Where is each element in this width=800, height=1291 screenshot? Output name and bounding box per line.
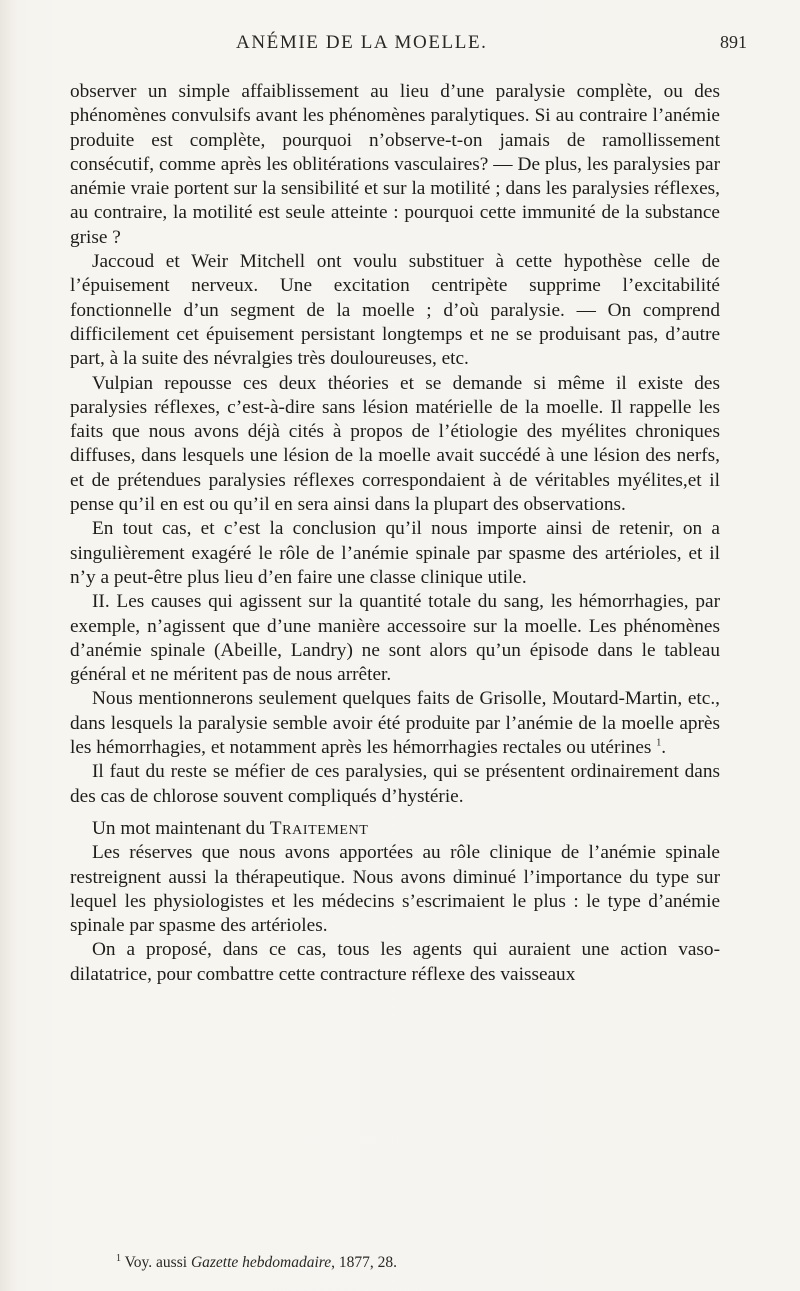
running-head: ANÉMIE DE LA MOELLE. bbox=[236, 32, 488, 53]
page-header bbox=[0, 32, 800, 60]
paragraph-causes: II. Les causes qui agissent sur la quantité totale du sang, les hémorrhagies, par exemple, n’agissent que d’une manière accessoire sur la moelle. Les phénomènes d’anémie spinale (Abeille, Landry) ne sont alors qu’un épisode dans le tableau général et ne méritent pas de nous arrêter. bbox=[70, 591, 720, 686]
paragraph-jaccoud: Jaccoud et Weir Mitchell ont voulu substituer à cette hypothèse celle de l’épuisement nerveux. Une excitation centripète supprime l’excitabilité fonctionnelle d’un segment de la moelle ; d’où paralysie. — On comprend difficilement cet épuisement persistant longtemps et ne se produisant pas, d’autre part, à la suite des névralgies très douloureuses, etc. bbox=[70, 251, 720, 370]
paragraph-chlorose: Il faut du reste se méfier de ces paralysies, qui se présentent ordinairement dans des cas de chlorose souvent compliqués d’hystérie. bbox=[70, 761, 720, 807]
paragraph-grisolle-text: Nous mentionnerons seulement quelques faits de Grisolle, Moutard-Martin, etc., dans lesquels la paralysie semble avoir été produite par l’anémie de la moelle après les hémorrhagies, et notamment après les hémorrhagies rectales ou utérines bbox=[70, 688, 720, 759]
paragraph-conclusion: En tout cas, et c’est la conclusion qu’il nous importe ainsi de retenir, on a singulièrement exagéré le rôle de l’anémie spinale par spasme des artérioles, et il n’y a peut-être plus lieu d’en faire une classe clinique utile. bbox=[70, 518, 720, 588]
paragraph-reserves: Les réserves que nous avons apportées au rôle clinique de l’anémie spinale restreignent aussi la thérapeutique. Nous avons diminué l’importance du type sur lequel les physiologistes et les médecins s’escrimaient le plus : le type d’anémie spinale par spasme des artérioles. bbox=[70, 842, 720, 937]
footnote-reference: 1 bbox=[656, 737, 662, 749]
treatment-title: Traitement bbox=[269, 817, 369, 839]
page-number: 891 bbox=[720, 32, 747, 52]
body-text bbox=[70, 80, 720, 987]
footnote-marker: 1 bbox=[116, 1252, 121, 1264]
paragraph-vaso-dilatatrice: On a proposé, dans ce cas, tous les agents qui auraient une action vaso-dilatatrice, pour combattre cette contracture réflexe des vaisseaux bbox=[70, 939, 720, 985]
footnote bbox=[116, 1254, 397, 1272]
treatment-heading bbox=[70, 817, 720, 841]
paragraph-grisolle: Nous mentionnerons seulement quelques faits de Grisolle, Moutard-Martin, etc., dans lesquels la paralysie semble avoir été produite par l’anémie de la moelle après les hémorrhagies, et notamment après les hémorrhagies rectales ou utérines $^1$. bbox=[70, 688, 720, 759]
treatment-lead: Un mot maintenant du bbox=[92, 817, 265, 839]
footnote-source: Gazette hebdomadaire bbox=[190, 1254, 332, 1271]
paragraph-continued: observer un simple affaiblissement au lieu d’une paralysie complète, ou des phénomènes convulsifs avant les phénomènes paralytiques. Si au contraire l’anémie produite est complète, pourquoi n’observe-t-on jamais de ramollissement consécutif, comme après les oblitérations vasculaires? — De plus, les paralysies par anémie vraie portent sur la sensibilité et sur la motilité ; dans les paralysies réflexes, au contraire, la motilité est seule atteinte : pourquoi cette immunité de la substance grise ? bbox=[70, 81, 720, 248]
paragraph-vulpian: Vulpian repousse ces deux théories et se demande si même il existe des paralysies réflexes, c’est-à-dire sans lésion matérielle de la moelle. Il rappelle les faits que nous avons déjà cités à propos de l’étiologie des myélites chroniques diffuses, dans lesquels une lésion de la moelle avait succédé à une lésion des nerfs, et de prétendues paralysies réflexes correspondaient à de véritables myélites,et il pense qu’il en est ou qu’il en sera ainsi dans la plupart des observations. bbox=[70, 372, 720, 516]
footnote-prefix: Voy. aussi bbox=[124, 1254, 188, 1271]
footnote-suffix: , 1877, 28. bbox=[331, 1254, 398, 1271]
